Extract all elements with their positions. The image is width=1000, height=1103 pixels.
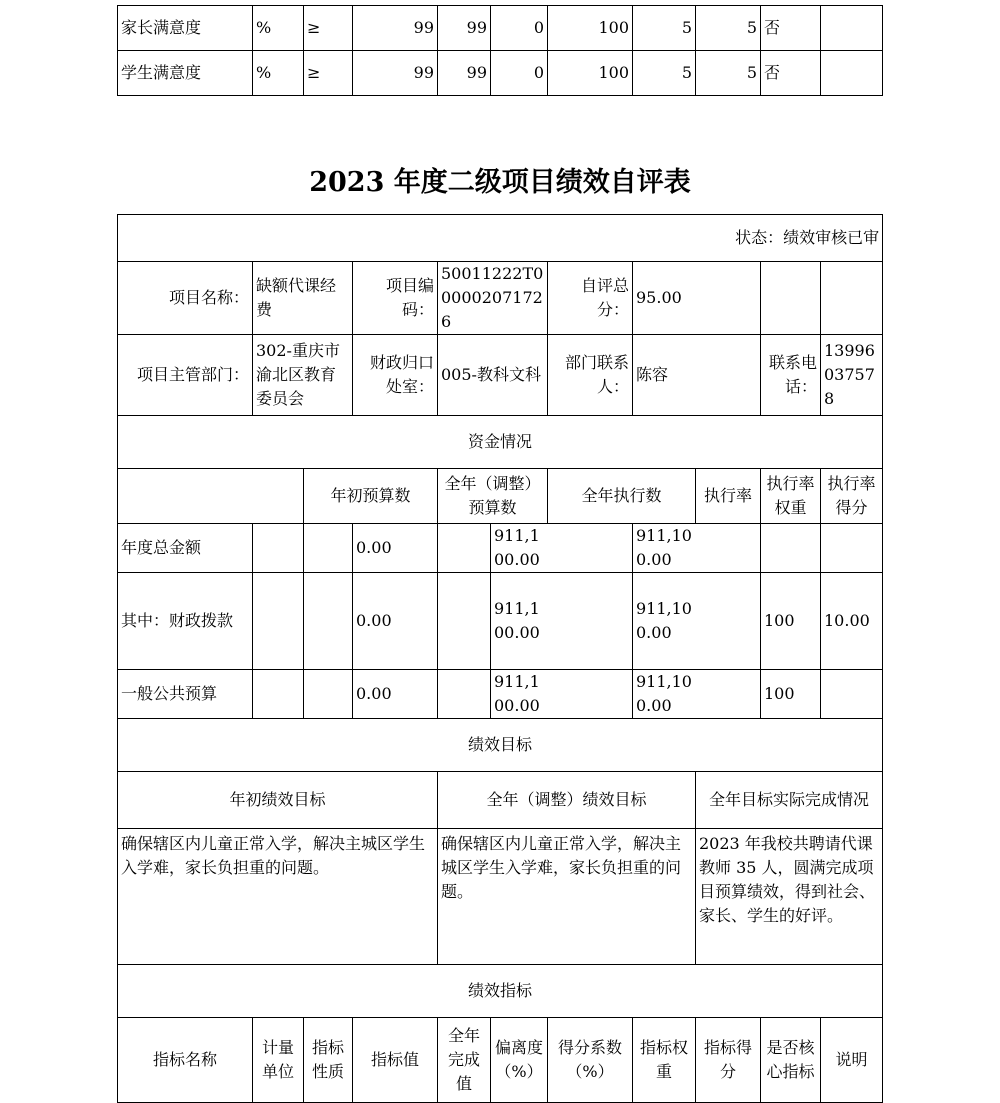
funds-header-initial: 年初预算数 <box>304 469 438 524</box>
indicator-core: 否 <box>761 6 821 51</box>
funds-row <box>118 670 883 719</box>
funds-header-row <box>118 469 883 524</box>
indicator-weight: 5 <box>633 51 696 96</box>
funds-row <box>118 524 883 573</box>
indicator-header: 指标权重 <box>633 1018 696 1103</box>
indicator-coefficient: 100 <box>548 51 633 96</box>
funds-row-label: 年度总金额 <box>118 524 253 573</box>
indicator-header: 指标得分 <box>696 1018 761 1103</box>
indicator-operator: ≥ <box>304 51 353 96</box>
indicator-header: 指标性质 <box>304 1018 353 1103</box>
funds-header-score: 执行率得分 <box>821 469 883 524</box>
funds-row-label: 一般公共预算 <box>118 670 253 719</box>
funds-initial: 0.00 <box>353 573 438 670</box>
goal-actual-header: 全年目标实际完成情况 <box>696 772 883 829</box>
funds-executed <box>633 524 761 573</box>
indicator-header: 全年完成值 <box>438 1018 491 1103</box>
indicator-name: 学生满意度 <box>118 51 253 96</box>
funds-adjusted <box>491 524 633 573</box>
funds-executed-value: 911,100.00 <box>636 526 692 569</box>
top-indicator-table <box>117 5 883 96</box>
funds-header-rate: 执行率 <box>696 469 761 524</box>
indicator-note <box>821 51 883 96</box>
goal-actual-text: 2023 年我校共聘请代课教师 35 人，圆满完成项目预算绩效，得到社会、家长、学生的好评。 <box>696 829 883 965</box>
performance-self-evaluation-table <box>117 214 883 1103</box>
funds-weight: 10.00 <box>821 573 883 670</box>
empty-cell <box>304 670 353 719</box>
funds-header-adjusted: 全年（调整）预算数 <box>438 469 548 524</box>
funds-section-row <box>118 416 883 469</box>
project-info-row <box>118 262 883 335</box>
empty-cell <box>304 524 353 573</box>
goal-adjusted-text: 确保辖区内儿童正常入学，解决主城区学生入学难，家长负担重的问题。 <box>438 829 696 965</box>
indicator-actual: 99 <box>438 51 491 96</box>
funds-row-label: 其中：财政拨款 <box>118 573 253 670</box>
self-score-label: 自评总分： <box>548 262 633 335</box>
funds-adjusted-value: 911,100.00 <box>494 526 540 569</box>
goals-content-row <box>118 829 883 965</box>
indicator-score: 5 <box>696 51 761 96</box>
goal-initial-text: 确保辖区内儿童正常入学，解决主城区学生入学难，家长负担重的问题。 <box>118 829 438 965</box>
contact-person: 陈容 <box>633 335 761 416</box>
goal-adjusted-header: 全年（调整）绩效目标 <box>438 772 696 829</box>
goal-initial-header: 年初绩效目标 <box>118 772 438 829</box>
indicator-deviation: 0 <box>491 51 548 96</box>
indicator-header: 指标值 <box>353 1018 438 1103</box>
empty-cell <box>438 524 491 573</box>
dept-value: 302-重庆市渝北区教育委员会 <box>253 335 353 416</box>
empty-cell <box>253 573 304 670</box>
project-code-label: 项目编码： <box>353 262 438 335</box>
funds-weight <box>821 524 883 573</box>
dept-label: 项目主管部门： <box>118 335 253 416</box>
funds-executed-value: 911,100.00 <box>636 599 692 642</box>
funds-executed-value: 911,100.00 <box>636 672 692 715</box>
funds-rate: 100 <box>761 670 821 719</box>
funds-rate: 100 <box>761 573 821 670</box>
funds-adjusted-value: 911,100.00 <box>494 672 540 715</box>
funds-executed <box>633 670 761 719</box>
funds-section-title: 资金情况 <box>118 416 883 469</box>
indicators-section-row <box>118 965 883 1018</box>
funds-weight <box>821 670 883 719</box>
funds-header-weight: 执行率权重 <box>761 469 821 524</box>
indicator-unit: % <box>253 51 304 96</box>
phone-label: 联系电话： <box>761 335 821 416</box>
finance-office: 005-教科文科 <box>438 335 548 416</box>
indicator-deviation: 0 <box>491 6 548 51</box>
goals-section-row <box>118 719 883 772</box>
funds-initial: 0.00 <box>353 524 438 573</box>
project-dept-row <box>118 335 883 416</box>
funds-rate <box>761 524 821 573</box>
table-row <box>118 51 883 96</box>
project-name-label: 项目名称： <box>118 262 253 335</box>
empty-cell <box>253 670 304 719</box>
finance-office-label: 财政归口处室： <box>353 335 438 416</box>
table-row <box>118 6 883 51</box>
indicators-section-title: 绩效指标 <box>118 965 883 1018</box>
indicator-score: 5 <box>696 6 761 51</box>
funds-executed <box>633 573 761 670</box>
empty-cell <box>438 573 491 670</box>
indicator-header: 计量单位 <box>253 1018 304 1103</box>
goals-section-title: 绩效目标 <box>118 719 883 772</box>
indicator-coefficient: 100 <box>548 6 633 51</box>
indicator-core: 否 <box>761 51 821 96</box>
empty-cell <box>304 573 353 670</box>
indicator-header: 是否核心指标 <box>761 1018 821 1103</box>
indicator-header: 指标名称 <box>118 1018 253 1103</box>
empty-cell <box>438 670 491 719</box>
funds-adjusted-value: 911,100.00 <box>494 599 540 642</box>
indicator-weight: 5 <box>633 6 696 51</box>
funds-adjusted <box>491 573 633 670</box>
project-name: 缺额代课经费 <box>253 262 353 335</box>
indicators-header-row <box>118 1018 883 1103</box>
funds-header-executed: 全年执行数 <box>548 469 696 524</box>
funds-adjusted <box>491 670 633 719</box>
phone-number: 13996037578 <box>821 335 883 416</box>
indicator-header: 说明 <box>821 1018 883 1103</box>
empty-cell <box>821 262 883 335</box>
funds-initial: 0.00 <box>353 670 438 719</box>
empty-cell <box>253 524 304 573</box>
self-score: 95.00 <box>633 262 761 335</box>
status-row <box>118 215 883 262</box>
indicator-target: 99 <box>353 51 438 96</box>
indicator-operator: ≥ <box>304 6 353 51</box>
funds-row <box>118 573 883 670</box>
indicator-header: 偏离度（%） <box>491 1018 548 1103</box>
indicator-note <box>821 6 883 51</box>
indicator-header: 得分系数（%） <box>548 1018 633 1103</box>
project-code: 50011222T000002071726 <box>438 262 548 335</box>
indicator-target: 99 <box>353 6 438 51</box>
indicator-name: 家长满意度 <box>118 6 253 51</box>
goals-header-row <box>118 772 883 829</box>
contact-label: 部门联系人： <box>548 335 633 416</box>
empty-cell <box>761 262 821 335</box>
indicator-unit: % <box>253 6 304 51</box>
page-title: 2023 年度二级项目绩效自评表 <box>309 167 691 198</box>
status-text: 状态：绩效审核已审 <box>118 215 883 262</box>
indicator-actual: 99 <box>438 6 491 51</box>
funds-header-blank <box>118 469 304 524</box>
